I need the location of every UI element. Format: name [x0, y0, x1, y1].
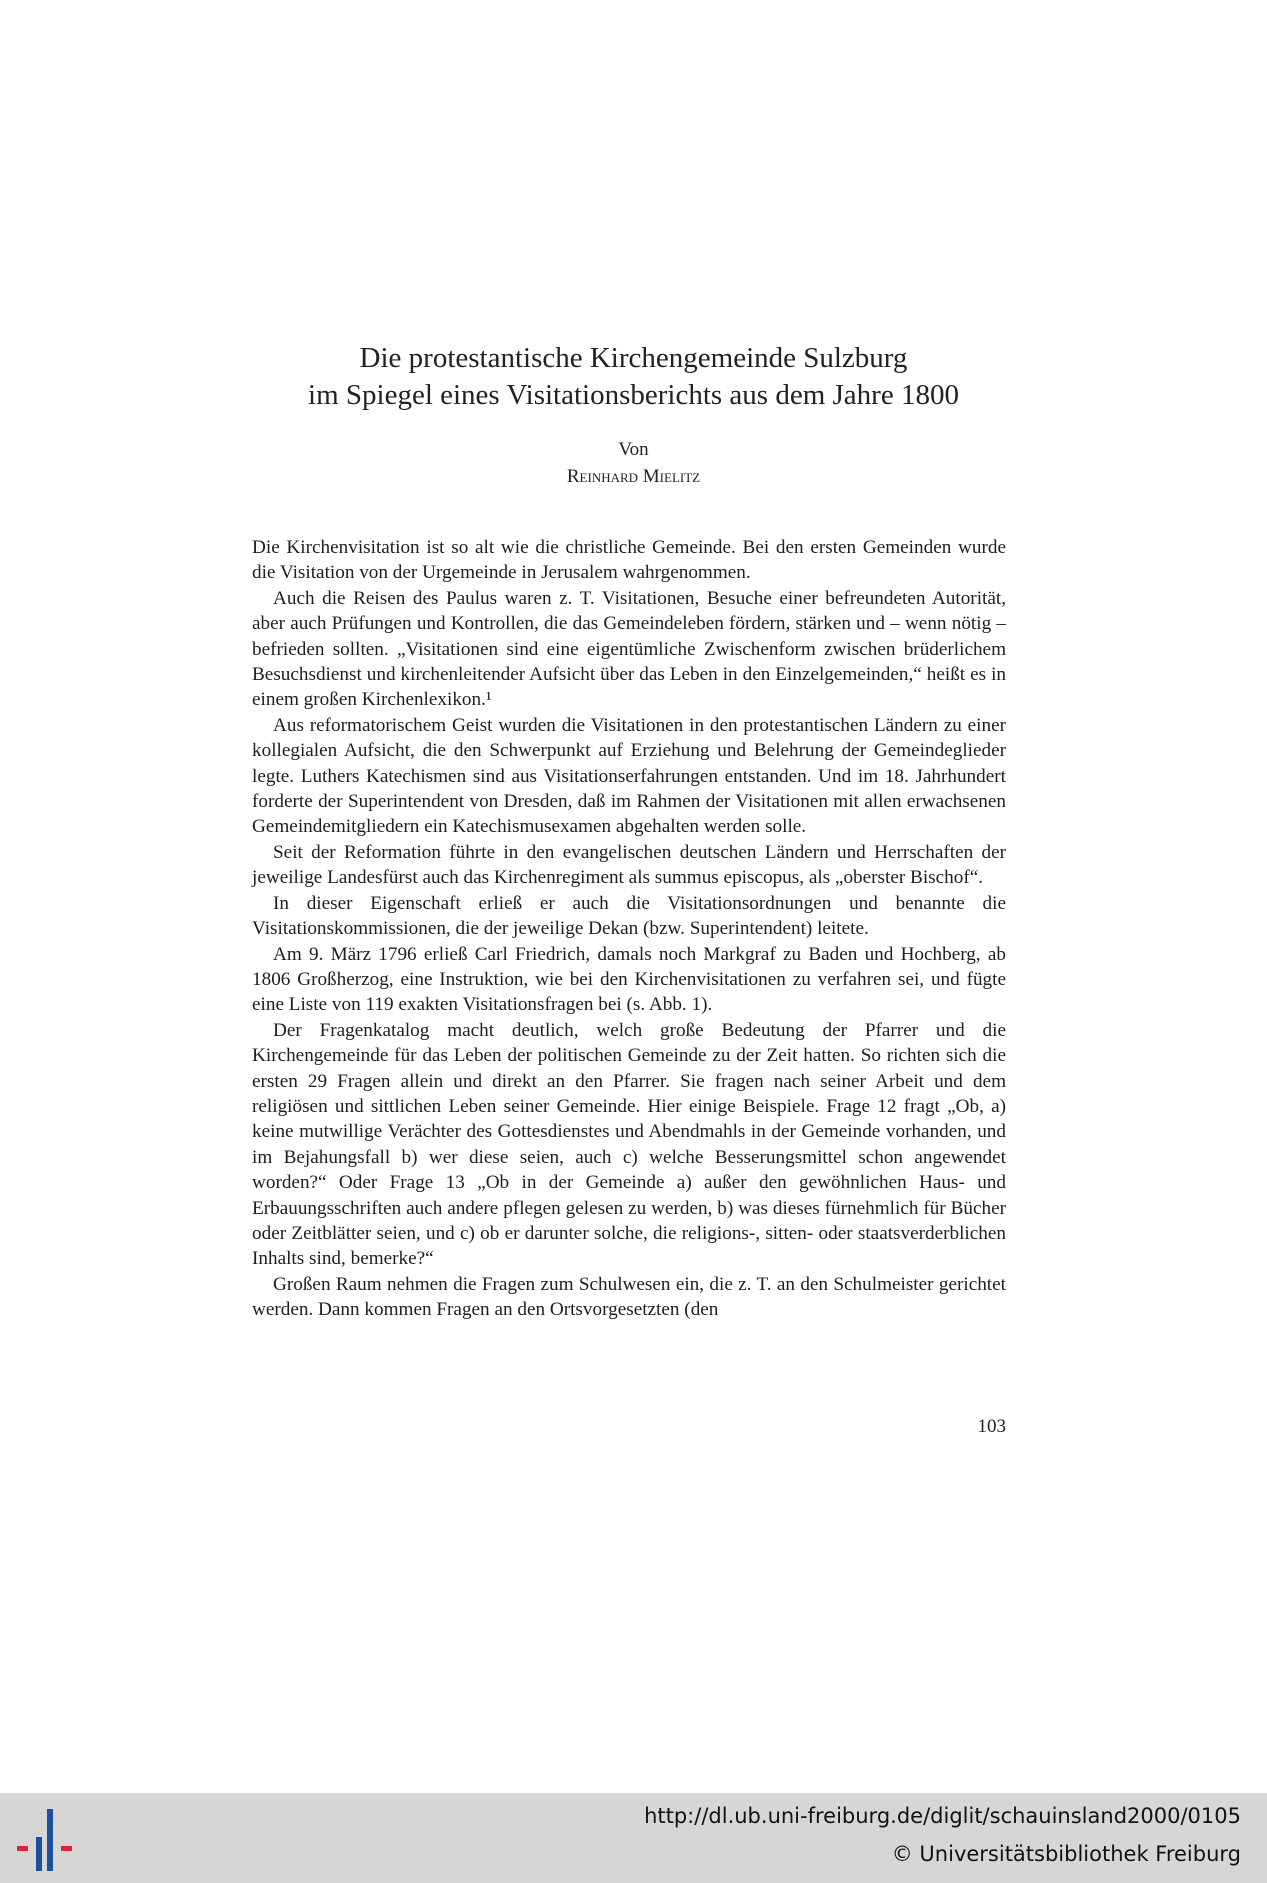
footer-bar — [0, 1793, 1267, 1883]
article-title-line-1: Die protestantische Kirchengemeinde Sulzburg — [359, 342, 908, 374]
paragraph: Aus reformatorischem Geist wurden die Visitationen in den protestantischen Ländern zu einer kollegialen Aufsicht, die den Schwerpunkt auf Erziehung und Belehrung der Gemeindeglieder legte. Luthers Katechismen sind aus Visitationserfahrungen entstanden. Und im 18. Jahrhundert forderte der Superintendent von Dresden, daß im Rahmen der Visitationen mit allen erwachsenen Gemeindemitgliedern ein Katechismusexamen abgehalten werden solle. — [252, 714, 1006, 838]
paragraph: Die Kirchenvisitation ist so alt wie die christliche Gemeinde. Bei den ersten Gemeinden wurde die Visitation von der Urgemeinde in Jerusalem wahrgenommen. — [252, 537, 1006, 584]
author-name: Reinhard Mielitz — [566, 466, 701, 487]
byline-prefix: Von — [618, 439, 649, 460]
byline — [0, 436, 1267, 490]
paragraph: Auch die Reisen des Paulus waren z. T. Visitationen, Besuche einer befreundeten Autorität, aber auch Prüfungen und Kontrollen, die das Gemeindeleben fördern, stärken und – wenn nötig – befrieden sollten. „Visitationen sind eine eigentümliche Zwischenform zwischen brüderlichem Besuchsdienst und kirchenleitender Aufsicht über das Leben in den Einzelgemeinden,“ heißt es in einem großen Kirchenlexikon.¹ — [252, 587, 1006, 711]
paragraph: Am 9. März 1796 erließ Carl Friedrich, damals noch Markgraf zu Baden und Hochberg, ab 1806 Großherzog, eine Instruktion, wie bei den Kirchenvisitationen zu verfahren sei, und fügte eine Liste von 119 exakten Visitationsfragen bei (s. Abb. 1). — [252, 943, 1006, 1016]
paragraph: Großen Raum nehmen die Fragen zum Schulwesen ein, die z. T. an den Schulmeister gerichtet werden. Dann kommen Fragen an den Ortsvorgesetzten (den — [252, 1273, 1006, 1321]
article-body — [252, 535, 1006, 1323]
paragraph: Der Fragenkatalog macht deutlich, welch große Bedeutung der Pfarrer und die Kirchengemeinde für das Leben der politischen Gemeinde zu der Zeit hatten. So richten sich die ersten 29 Fragen allein und direkt an den Pfarrer. Sie fragen nach seiner Arbeit und dem religiösen und sittlichen Leben seiner Gemeinde. Hier einige Beispiele. Frage 12 fragt „Ob, a) keine mutwillige Verächter des Gottesdienstes und Abendmahls in der Gemeinde vorhanden, und im Bejahungsfall b) wer diese seien, auch c) welche Besserungsmittel schon angewendet worden?“ Oder Frage 13 „Ob in der Gemeinde a) außer den gewöhnlichen Haus- und Erbauungsschriften auch andere pflegen gelesen zu werden, b) was dieses fürnehmlich für Bücher oder Zeitblätter seien, und c) ob er darunter solche, die religions-, sitten- oder staatsverderblichen Inhalts sind, bemerke?“ — [252, 1019, 1006, 1270]
paragraph: Seit der Reformation führte in den evangelischen deutschen Ländern und Herrschaften der jeweilige Landesfürst auch das Kirchenregiment als summus episcopus, als „oberster Bischof“. — [252, 841, 1006, 889]
permalink-url[interactable]: http://dl.ub.uni-freiburg.de/diglit/schauinsland2000/0105 — [644, 1804, 1241, 1828]
article-title-line-2: im Spiegel eines Visitationsberichts aus dem Jahre 1800 — [308, 379, 959, 411]
copyright-notice: © Universitätsbibliothek Freiburg — [891, 1842, 1241, 1866]
article-title — [0, 340, 1267, 414]
paragraph: In dieser Eigenschaft erließ er auch die Visitationsordnungen und benannte die Visitationskommissionen, die der jeweilige Dekan (bzw. Superintendent) leitete. — [252, 892, 1006, 940]
page-number: 103 — [977, 1416, 1006, 1437]
ub-freiburg-logo-icon — [12, 1807, 82, 1873]
